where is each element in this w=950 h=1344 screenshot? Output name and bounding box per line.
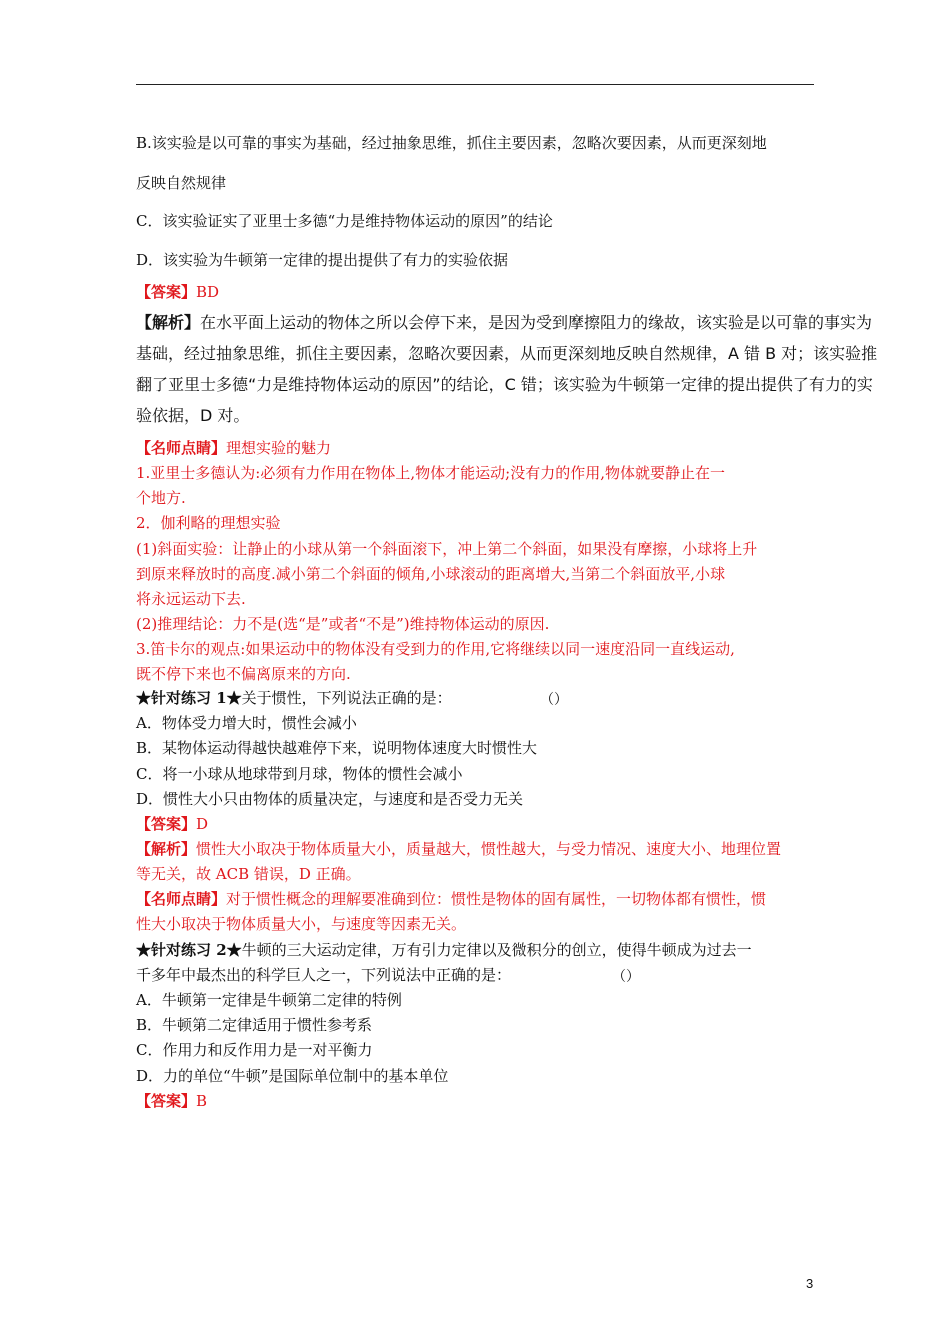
answer-label: 【答案】 [136, 283, 197, 301]
option-d: D．该实验为牛顿第一定律的提出提供了有力的实验依据 [136, 251, 509, 269]
tip-1-line: 1.亚里士多德认为:必须有力作用在物体上,物体才能运动;没有力的作用,物体就要静止在一 [136, 464, 725, 482]
exercise-2-option-a: A．牛顿第一定律是牛顿第二定律的特例 [136, 991, 402, 1009]
analysis-1-line4: 验依据，D 对。 [136, 406, 250, 425]
answer-2 [136, 814, 208, 834]
answer-value: BD [196, 283, 220, 301]
answer-1 [136, 282, 219, 302]
tip-1-line: 既不停下来也不偏离原来的方向. [136, 665, 351, 683]
exercise-question: 牛顿的三大运动定律，万有引力定律以及微积分的创立，使得牛顿成为过去一 [241, 941, 752, 959]
analysis-2-line2: 等无关，故 ACB 错误，D 正确。 [136, 865, 361, 883]
exercise-1-option-a: A．物体受力增大时，惯性会减小 [136, 714, 357, 732]
exercise-2-question-line1 [136, 940, 752, 960]
tip-1-line: 3.笛卡尔的观点:如果运动中的物体没有受到力的作用,它将继续以同一速度沿同一直线运动, [136, 640, 735, 658]
option-b-line1: B.该实验是以可靠的事实为基础，经过抽象思维，抓住主要因素，忽略次要因素，从而更深刻地 [136, 134, 767, 152]
exercise-1-question [136, 688, 452, 708]
option-b-line2: 反映自然规律 [136, 174, 227, 192]
tip-text: 对于惯性概念的理解要准确到位：惯性是物体的固有属性，一切物体都有惯性，惯 [226, 890, 767, 908]
page-number: 3 [806, 1276, 814, 1291]
answer-label: 【答案】 [136, 1092, 197, 1110]
analysis-1-line1 [136, 313, 872, 333]
header-rule [136, 84, 814, 85]
answer-blank: （） [540, 692, 568, 708]
tip-1-line: (1)斜面实验：让静止的小球从第一个斜面滚下，冲上第二个斜面，如果没有摩擦，小球将上升 [136, 540, 758, 558]
analysis-label: 【解析】 [136, 313, 201, 332]
answer-value: B [196, 1092, 208, 1110]
tip-2-line2: 性大小取决于物体质量大小，与速度等因素无关。 [136, 915, 467, 933]
tip-1-line: 2．伽利略的理想实验 [136, 514, 281, 532]
answer-3 [136, 1091, 207, 1111]
tip-1-title [136, 438, 331, 458]
tip-1-line: 将永远运动下去. [136, 590, 246, 608]
tip-label: 【名师点睛】 [136, 439, 227, 457]
analysis-2-line1 [136, 839, 781, 859]
tip-1-line: 个地方. [136, 489, 186, 507]
analysis-1-line3: 翻了亚里士多德“力是维持物体运动的原因”的结论，C 错；该实验为牛顿第一定律的提出提供了有力的实 [136, 375, 873, 394]
analysis-label: 【解析】 [136, 840, 197, 858]
analysis-text: 在水平面上运动的物体之所以会停下来，是因为受到摩擦阻力的缘故，该实验是以可靠的事实为 [200, 313, 873, 332]
exercise-2-option-c: C．作用力和反作用力是一对平衡力 [136, 1041, 373, 1059]
tip-1-line: 到原来释放时的高度.减小第二个斜面的倾角,小球滚动的距离增大,当第二个斜面放平,小球 [136, 565, 726, 583]
answer-value: D [196, 815, 209, 833]
exercise-2-option-b: B．牛顿第二定律适用于惯性参考系 [136, 1016, 373, 1034]
exercise-1-option-b: B．某物体运动得越快越难停下来，说明物体速度大时惯性大 [136, 739, 538, 757]
tip-title: 理想实验的魅力 [226, 439, 332, 457]
exercise-1-option-c: C．将一小球从地球带到月球，物体的惯性会减小 [136, 765, 463, 783]
exercise-2-question-line2: 千多年中最杰出的科学巨人之一，下列说法中正确的是： [136, 966, 512, 984]
exercise-1-option-d: D．惯性大小只由物体的质量决定，与速度和是否受力无关 [136, 790, 524, 808]
analysis-1-line2: 基础，经过抽象思维，抓住主要因素，忽略次要因素，从而更深刻地反映自然规律，A 错 B 对；该实验推 [136, 344, 878, 363]
answer-label: 【答案】 [136, 815, 197, 833]
tip-1-line: (2)推理结论：力不是(选“是”或者“不是”)维持物体运动的原因. [136, 615, 550, 633]
exercise-question: 关于惯性，下列说法正确的是： [241, 689, 452, 707]
exercise-label: ★针对练习 1★ [136, 689, 242, 707]
exercise-label: ★针对练习 2★ [136, 941, 242, 959]
option-c: C．该实验证实了亚里士多德“力是维持物体运动的原因”的结论 [136, 212, 553, 230]
exercise-2-option-d: D．力的单位“牛顿”是国际单位制中的基本单位 [136, 1067, 449, 1085]
analysis-text: 惯性大小取决于物体质量大小，质量越大，惯性越大，与受力情况、速度大小、地理位置 [196, 840, 782, 858]
tip-2-line1 [136, 889, 766, 909]
answer-blank: （） [612, 969, 640, 985]
tip-label: 【名师点睛】 [136, 890, 227, 908]
